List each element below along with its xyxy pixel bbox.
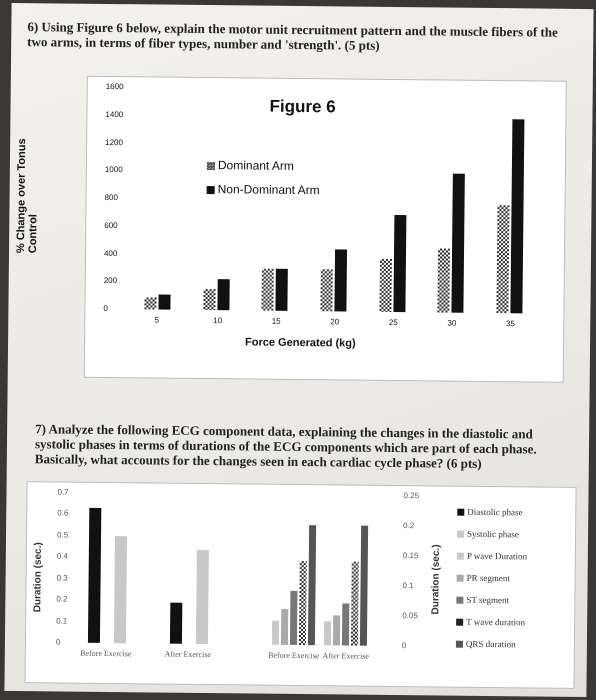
ecg-left-category-label: After Exercise bbox=[164, 649, 212, 660]
ecg-right-series-bar bbox=[360, 526, 368, 646]
dominant-arm-bar bbox=[203, 289, 215, 310]
ecg-legend-swatch bbox=[456, 597, 463, 604]
ecg-legend-item bbox=[457, 573, 510, 584]
ecg-right-category-label: After Exercise bbox=[322, 651, 370, 661]
figure-6-chart bbox=[84, 76, 567, 383]
figure-6-y-tick: 0 bbox=[103, 303, 108, 313]
legend-label-non-dominant: Non-Dominant Arm bbox=[217, 182, 320, 198]
ecg-legend-label: QRS duration bbox=[465, 638, 516, 650]
ecg-right-series-bar bbox=[342, 603, 349, 645]
non-dominant-arm-bar bbox=[159, 294, 171, 309]
ecg-right-y-tick: 0.2 bbox=[403, 521, 415, 531]
ecg-right-series-bar bbox=[272, 621, 279, 645]
non-dominant-arm-bar bbox=[393, 215, 406, 312]
ecg-right-series-bar bbox=[299, 561, 307, 645]
ecg-left-series-bar bbox=[88, 508, 101, 643]
figure-6-y-tick: 400 bbox=[103, 248, 118, 258]
ecg-chart bbox=[24, 481, 576, 689]
dominant-arm-bar bbox=[145, 297, 157, 310]
ecg-legend-label: ST segment bbox=[466, 594, 510, 606]
ecg-right-series-bar bbox=[281, 609, 288, 645]
ecg-left-series-bar bbox=[114, 536, 127, 643]
legend-label-dominant: Dominant Arm bbox=[217, 158, 295, 173]
ecg-right-series-bar bbox=[351, 562, 359, 646]
figure-6-x-tick: 25 bbox=[388, 317, 398, 328]
figure-6-x-tick: 5 bbox=[154, 315, 160, 325]
ecg-legend-item bbox=[457, 507, 522, 518]
ecg-right-y-tick: 0.15 bbox=[402, 551, 419, 561]
figure-6-x-tick: 35 bbox=[505, 319, 515, 329]
non-dominant-arm-bar bbox=[452, 174, 465, 313]
ecg-left-axis-label: Duration (sec.) bbox=[32, 542, 44, 613]
ecg-left-y-tick: 0.4 bbox=[56, 551, 68, 561]
ecg-legend-label: T wave duration bbox=[466, 616, 526, 628]
ecg-right-series-bar bbox=[308, 525, 316, 645]
ecg-legend-swatch bbox=[457, 575, 464, 582]
legend-swatch-dominant bbox=[207, 162, 215, 170]
worksheet-page bbox=[4, 3, 593, 697]
non-dominant-arm-bar bbox=[510, 119, 524, 313]
figure-6-title: Figure 6 bbox=[269, 96, 336, 117]
ecg-right-series-bar bbox=[290, 591, 298, 645]
ecg-left-y-tick: 0.7 bbox=[57, 487, 69, 497]
figure-6-y-axis-label: % Change over Tonus Control bbox=[14, 138, 40, 254]
ecg-right-category-label: Before Exercise bbox=[268, 650, 320, 661]
ecg-legend-swatch bbox=[457, 509, 464, 516]
dominant-arm-bar bbox=[496, 205, 509, 313]
ecg-legend-item bbox=[456, 595, 509, 606]
figure-6-x-tick: 15 bbox=[271, 316, 281, 326]
ecg-right-y-tick: 0.25 bbox=[403, 491, 420, 501]
ecg-left-y-tick: 0.5 bbox=[57, 530, 69, 540]
ecg-legend-swatch bbox=[456, 619, 463, 626]
ecg-left-y-tick: 0.3 bbox=[56, 573, 68, 583]
ecg-right-y-tick: 0 bbox=[401, 641, 407, 651]
ecg-right-y-tick: 0.05 bbox=[402, 611, 418, 621]
ecg-legend-item bbox=[457, 529, 519, 540]
non-dominant-arm-bar bbox=[276, 269, 288, 311]
figure-6-y-tick: 1000 bbox=[104, 165, 123, 175]
ecg-right-y-tick: 0.1 bbox=[402, 581, 414, 591]
figure-6-x-tick: 20 bbox=[330, 317, 340, 327]
ecg-legend-item bbox=[456, 639, 516, 650]
ecg-legend-label: Systolic phase bbox=[467, 528, 519, 540]
ecg-left-series-bar bbox=[170, 603, 182, 644]
non-dominant-arm-bar bbox=[217, 280, 229, 311]
ecg-legend-swatch bbox=[456, 641, 463, 648]
legend-non-dominant-arm bbox=[207, 182, 320, 197]
ecg-left-y-tick: 0.2 bbox=[56, 594, 68, 604]
figure-6-y-tick: 600 bbox=[104, 220, 118, 230]
ecg-left-y-tick: 0 bbox=[55, 637, 61, 647]
ecg-legend-item bbox=[456, 617, 525, 628]
dominant-arm-bar bbox=[379, 259, 392, 312]
ecg-legend-item bbox=[457, 551, 527, 562]
question-6: 6) Using Figure 6 below, explain the motor unit recruitment pattern and the muscle fibers of the two arms, in terms of fiber types, number and 'strength'. (5 pts) bbox=[27, 19, 558, 53]
figure-6-y-tick: 1400 bbox=[105, 109, 124, 119]
ecg-legend-label: PR segment bbox=[466, 572, 510, 584]
figure-6-x-tick: 10 bbox=[213, 316, 223, 326]
ecg-left-series-bar bbox=[196, 550, 209, 644]
non-dominant-arm-bar bbox=[334, 249, 347, 312]
legend-swatch-non-dominant bbox=[207, 186, 215, 194]
ecg-right-axis-label: Duration (sec.) bbox=[430, 544, 442, 615]
ecg-left-y-tick: 0.1 bbox=[56, 616, 68, 626]
ecg-left-y-tick: 0.6 bbox=[57, 508, 69, 519]
dominant-arm-bar bbox=[320, 270, 332, 312]
dominant-arm-bar bbox=[262, 269, 274, 311]
ecg-legend-swatch bbox=[457, 531, 464, 538]
figure-6-x-axis-label: Force Generated (kg) bbox=[245, 336, 356, 350]
ecg-left-category-label: Before Exercise bbox=[80, 648, 132, 659]
figure-6-y-tick: 1600 bbox=[105, 81, 124, 92]
ecg-right-series-bar bbox=[333, 615, 340, 645]
figure-6-y-tick: 200 bbox=[103, 276, 118, 286]
ecg-legend-swatch bbox=[457, 553, 464, 560]
ecg-right-series-bar bbox=[324, 621, 331, 645]
ecg-legend-label: P wave Duration bbox=[466, 550, 528, 562]
ecg-legend-label: Diastolic phase bbox=[467, 506, 523, 518]
figure-6-y-tick: 800 bbox=[104, 192, 118, 203]
legend-dominant-arm bbox=[207, 158, 294, 173]
figure-6-y-tick: 1200 bbox=[105, 137, 124, 147]
dominant-arm-bar bbox=[438, 249, 451, 313]
figure-6-x-tick: 30 bbox=[447, 318, 457, 328]
question-7: 7) Analyze the following ECG component data, explaining the changes in the diastolic and systolic phases in terms of durations of the ECG components which are part of each phase. Basically, what accounts for the changes seen in each cardiac cycle phase? (6 pts) bbox=[34, 421, 537, 471]
